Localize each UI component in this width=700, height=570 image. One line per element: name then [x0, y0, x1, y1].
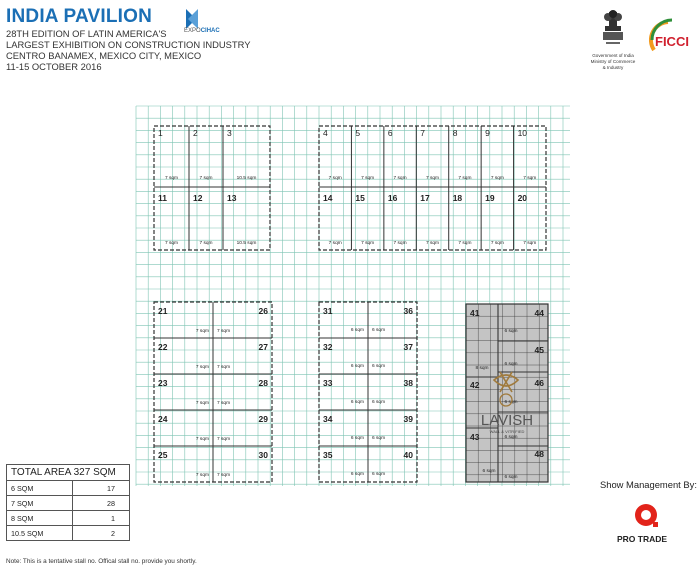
- stand-number: 19: [485, 193, 495, 203]
- tentative-note: Note: This is a tentative stall no. Offical stall no. provide you shortly.: [6, 558, 197, 565]
- stand-area: 10.5 sqm: [236, 176, 257, 181]
- stand-area: 7 sqm: [328, 241, 342, 246]
- stand-number: 39: [403, 414, 413, 424]
- stand-area: 7 sqm: [328, 176, 342, 181]
- stand-area: 6 sqm: [482, 469, 496, 474]
- stand-number: 4: [323, 128, 328, 138]
- stand-area: 6 sqm: [504, 475, 518, 480]
- stand-area: 7 sqm: [195, 329, 209, 334]
- stand-number: 40: [403, 450, 413, 460]
- stand-number: 31: [323, 306, 333, 316]
- table-row: [7, 511, 130, 526]
- stand-area: 7 sqm: [195, 473, 209, 478]
- gov-line-1: Government of India: [592, 53, 634, 58]
- summary-header-row: [7, 465, 130, 481]
- stand-number: 38: [403, 378, 413, 388]
- stand-area: 6 sqm: [504, 435, 518, 440]
- summary-size: 10.5 SQM: [7, 526, 73, 541]
- stand-number: 20: [517, 193, 528, 203]
- stand-area: 7 sqm: [195, 437, 209, 442]
- stand-area: 7 sqm: [523, 241, 537, 246]
- stand-area: 6 sqm: [350, 400, 364, 405]
- stand-area: 6 sqm: [350, 436, 364, 441]
- stand-area: 7 sqm: [164, 176, 179, 181]
- stand-number: 26: [258, 306, 268, 316]
- page-title: INDIA PAVILION: [6, 6, 153, 27]
- summary-size: 7 SQM: [7, 496, 73, 511]
- stand-number: 9: [485, 128, 490, 138]
- stand-area: 7 sqm: [458, 176, 472, 181]
- expocihac-logo-text: EXPOCIHAC: [184, 28, 220, 34]
- stand-number: 27: [258, 342, 268, 352]
- stand-number: 11: [158, 193, 167, 203]
- stand-area: 7 sqm: [217, 329, 231, 334]
- stand-number: 7: [420, 128, 426, 138]
- stand-number: 32: [323, 342, 333, 352]
- protrade-logo-text: PRO TRADE: [617, 534, 668, 544]
- stand-area: 6 sqm: [372, 364, 386, 369]
- stand-area: 7 sqm: [523, 176, 537, 181]
- lavish-brand-subtext: WALL & VITRIFIED: [489, 429, 525, 434]
- stand-area: 7 sqm: [361, 176, 375, 181]
- stand-number: 34: [323, 414, 333, 424]
- stand-number: 21: [158, 306, 168, 316]
- stand-area: 6 sqm: [372, 328, 386, 333]
- stand-area: 8 sqm: [475, 366, 489, 371]
- stand-number: 2: [193, 128, 198, 138]
- summary-header: TOTAL AREA 327 SQM: [7, 465, 130, 481]
- stand-area: 7 sqm: [217, 365, 231, 370]
- summary-count: 17: [73, 481, 130, 496]
- stand-number: 5: [355, 128, 361, 138]
- stand-number: 14: [323, 193, 333, 203]
- summary-count: 28: [73, 496, 130, 511]
- stand-area: 7 sqm: [199, 176, 213, 181]
- stand-block-1: [154, 126, 270, 250]
- stand-number: 8: [452, 128, 458, 138]
- stand-number: 17: [420, 193, 430, 203]
- stand-number: 48: [534, 449, 544, 459]
- subtitle-line-2: LARGEST EXHIBITION ON CONSTRUCTION INDUSTRY: [6, 39, 251, 50]
- stand-number: 22: [158, 342, 168, 352]
- stand-area: 6 sqm: [350, 472, 364, 477]
- stand-area: 6 sqm: [372, 472, 386, 477]
- summary-size: 6 SQM: [7, 481, 73, 496]
- stand-area: 7 sqm: [490, 176, 504, 181]
- stand-area: 6 sqm: [504, 329, 518, 334]
- ficci-logo-text: FICCI: [655, 34, 689, 49]
- stand-area: 7 sqm: [195, 401, 209, 406]
- stand-number: 42: [470, 380, 480, 390]
- stand-area: 7 sqm: [195, 365, 209, 370]
- stand-number: 12: [193, 193, 203, 203]
- stand-area: 7 sqm: [393, 176, 407, 181]
- stand-number: 45: [534, 345, 544, 355]
- stand-area: 6 sqm: [350, 364, 364, 369]
- stand-area: 7 sqm: [425, 176, 440, 181]
- stand-area: 7 sqm: [199, 241, 213, 246]
- stand-number: 29: [258, 414, 268, 424]
- stand-number: 3: [227, 128, 232, 138]
- stand-block-2: [319, 126, 546, 250]
- show-management-label: Show Management By:: [600, 479, 697, 490]
- stand-number: 18: [452, 193, 463, 203]
- stand-number: 35: [323, 450, 333, 460]
- subtitle-line-3: CENTRO BANAMEX, MEXICO CITY, MEXICO: [6, 50, 202, 61]
- stand-number: 16: [387, 193, 398, 203]
- stand-number: 43: [470, 432, 480, 442]
- stand-area: 7 sqm: [425, 241, 440, 246]
- stand-area: 10.5 sqm: [236, 241, 257, 246]
- table-row: [7, 481, 130, 496]
- stand-number: 13: [227, 193, 237, 203]
- stand-number: 36: [403, 306, 413, 316]
- stand-number: 33: [323, 378, 333, 388]
- stand-area: 6 sqm: [372, 436, 386, 441]
- table-row: [7, 496, 130, 511]
- subtitle-line-1: 28TH EDITION OF LATIN AMERICA'S: [6, 28, 167, 39]
- stand-number: 6: [387, 128, 393, 138]
- gov-line-2: Ministry of Commerce & Industry: [590, 59, 636, 70]
- event-dates: 11-15 OCTOBER 2016: [6, 61, 102, 72]
- stand-area: 6 sqm: [504, 400, 518, 405]
- stand-number: 25: [158, 450, 168, 460]
- stand-area: 6 sqm: [350, 328, 364, 333]
- summary-count: 1: [73, 511, 130, 526]
- stand-number: 37: [403, 342, 413, 352]
- stand-area: 7 sqm: [217, 401, 231, 406]
- stand-number: 23: [158, 378, 168, 388]
- area-summary-table: [6, 464, 130, 541]
- stand-number: 44: [534, 308, 544, 318]
- stand-number: 10: [517, 128, 528, 138]
- stand-area: 7 sqm: [490, 241, 504, 246]
- table-row: [7, 526, 130, 541]
- stand-number: 1: [158, 128, 163, 138]
- stand-number: 15: [355, 193, 365, 203]
- stand-number: 41: [470, 308, 480, 318]
- stand-area: 7 sqm: [217, 437, 231, 442]
- stand-area: 6 sqm: [504, 362, 518, 367]
- stand-area: 7 sqm: [361, 241, 375, 246]
- stand-number: 28: [258, 378, 268, 388]
- stand-area: 7 sqm: [217, 473, 231, 478]
- stand-area: 7 sqm: [393, 241, 407, 246]
- stand-number: 24: [158, 414, 168, 424]
- summary-count: 2: [73, 526, 130, 541]
- stand-area: 7 sqm: [164, 241, 179, 246]
- summary-size: 8 SQM: [7, 511, 73, 526]
- stand-area: 7 sqm: [458, 241, 472, 246]
- stand-number: 46: [534, 378, 544, 388]
- stand-area: 6 sqm: [372, 400, 386, 405]
- lavish-brand-text: LAVISH: [480, 412, 534, 429]
- stand-number: 30: [258, 450, 268, 460]
